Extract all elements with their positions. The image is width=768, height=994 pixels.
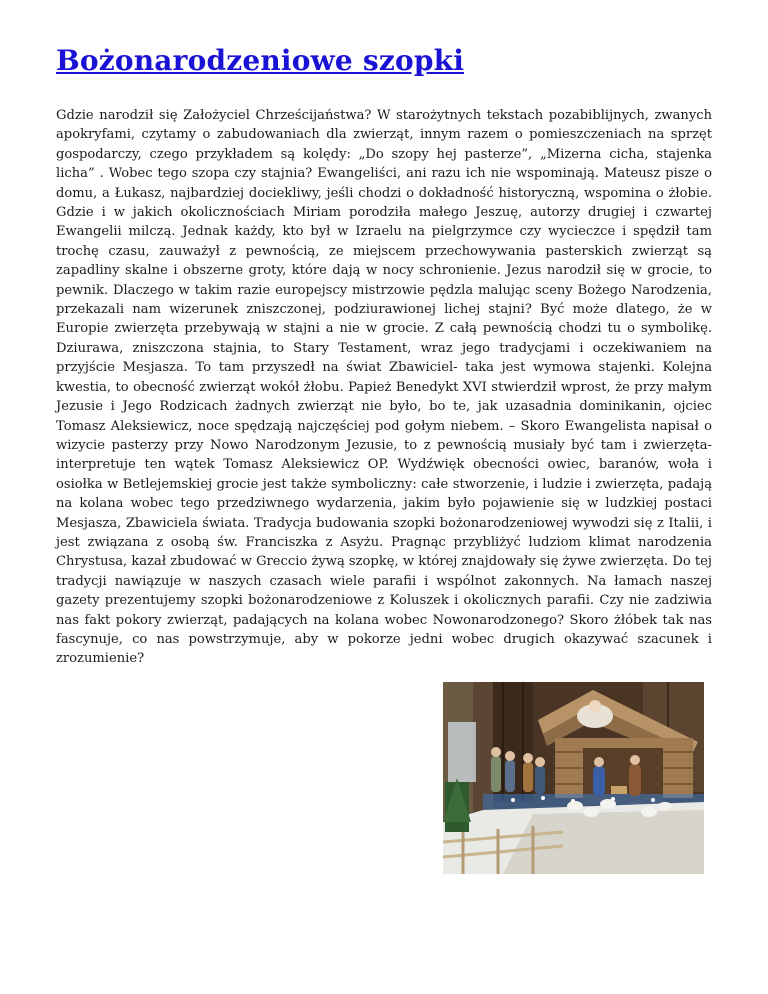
article-body: Gdzie narodził się Założyciel Chrześcijaństwa? W starożytnych tekstach pozabiblijnych, zwanych apokryfami, czytamy o zabudowaniach dla zwierząt, innym razem o pomieszczeniach na sprzęt gospodarczy, czego przykładem są kolędy: „Do szopy hej pasterze”, „Mizerna cicha, stajenka licha” . Wobec tego szopa czy stajnia? Ewangeliści, ani razu ich nie wspominają. Mateusz pisze o domu, a Łukasz, najbardziej dociekliwy, jeśli chodzi o dokładność historyczną, wspomina o żłobie. Gdzie i w jakich okolicznościach Miriam porodziła małego Jeszuę, autorzy drugiej i czwartej Ewangelii milczą. Jednak każdy, kto był w Izraelu na pielgrzymce czy wycieczce i spędził tam trochę czasu, zauważył z pewnością, ze miejscem przechowywania pasterskich zwierząt są zapadliny skalne i obszerne groty, które dają w nocy schronienie. Jezus narodził się w grocie, to pewnik. Dlaczego w takim razie europejscy mistrzowie pędzla malując sceny Bożego Narodzenia, przekazali nam wizerunek zniszczonej, podziurawionej lichej stajni? Być może dlatego, że w Europie zwierzęta przebywają w stajni a nie w grocie. Z całą pewnością chodzi tu o symbolikę. Dziurawa, zniszczona stajnia, to Stary Testament, wraz jego tradycjami i oczekiwaniem na przyjście Mesjasza. To tam przyszedł na świat Zbawiciel- taka jest wymowa stajenki. Kolejna kwestia, to obecność zwierząt wokół żłobu. Papież Benedykt XVI stwierdził wprost, że przy małym Jezusie i Jego Rodzicach żadnych zwierząt nie było, bo te, jak uzasadnia dominikanin, ojciec Tomasz Aleksiewicz, noce spędzają najczęściej pod gołym niebem. – Skoro Ewangelista napisał o wizycie pasterzy przy Nowo Narodzonym Jezusie, to z pewnością musiały być tam i zwierzęta- interpretuje ten wątek Tomasz Aleksiewicz OP. Wydźwięk obecności owiec, baranów, woła i osiołka w Betlejemskiej grocie jest także symboliczny: całe stworzenie, i ludzie i zwierzęta, padają na kolana wobec tego przedziwnego wydarzenia, jakim było pojawienie się w ludzkiej postaci Mesjasza, Zbawiciela świata. Tradycja budowania szopki bożonarodzeniowej wywodzi się z Italii, i jest związana z osobą św. Franciszka z Asyżu. Pragnąc przybliżyć ludziom klimat narodzenia Chrystusa, kazał zbudować w Greccio żywą szopkę, w której znajdowały się żywe zwierzęta. Do tej tradycji nawiązuje w naszych czasach wiele parafii i wspólnot zakonnych. Na łamach naszej gazety prezentujemy szopki bożonarodzeniowe z Koluszek i okolicznych parafii. Czy nie zadziwia nas fakt pokory zwierząt, padających na kolana wobec Nowonarodzonego? Skoro żłóbek tak nas fascynuje, co nas powstrzymuje, aby w pokorze jedni wobec drugich okazywać szacunek i zrozumienie? bbox=[56, 108, 712, 667]
article-title[interactable]: Bożonarodzeniowe szopki bbox=[56, 44, 465, 77]
nativity-scene-photo bbox=[443, 682, 704, 874]
